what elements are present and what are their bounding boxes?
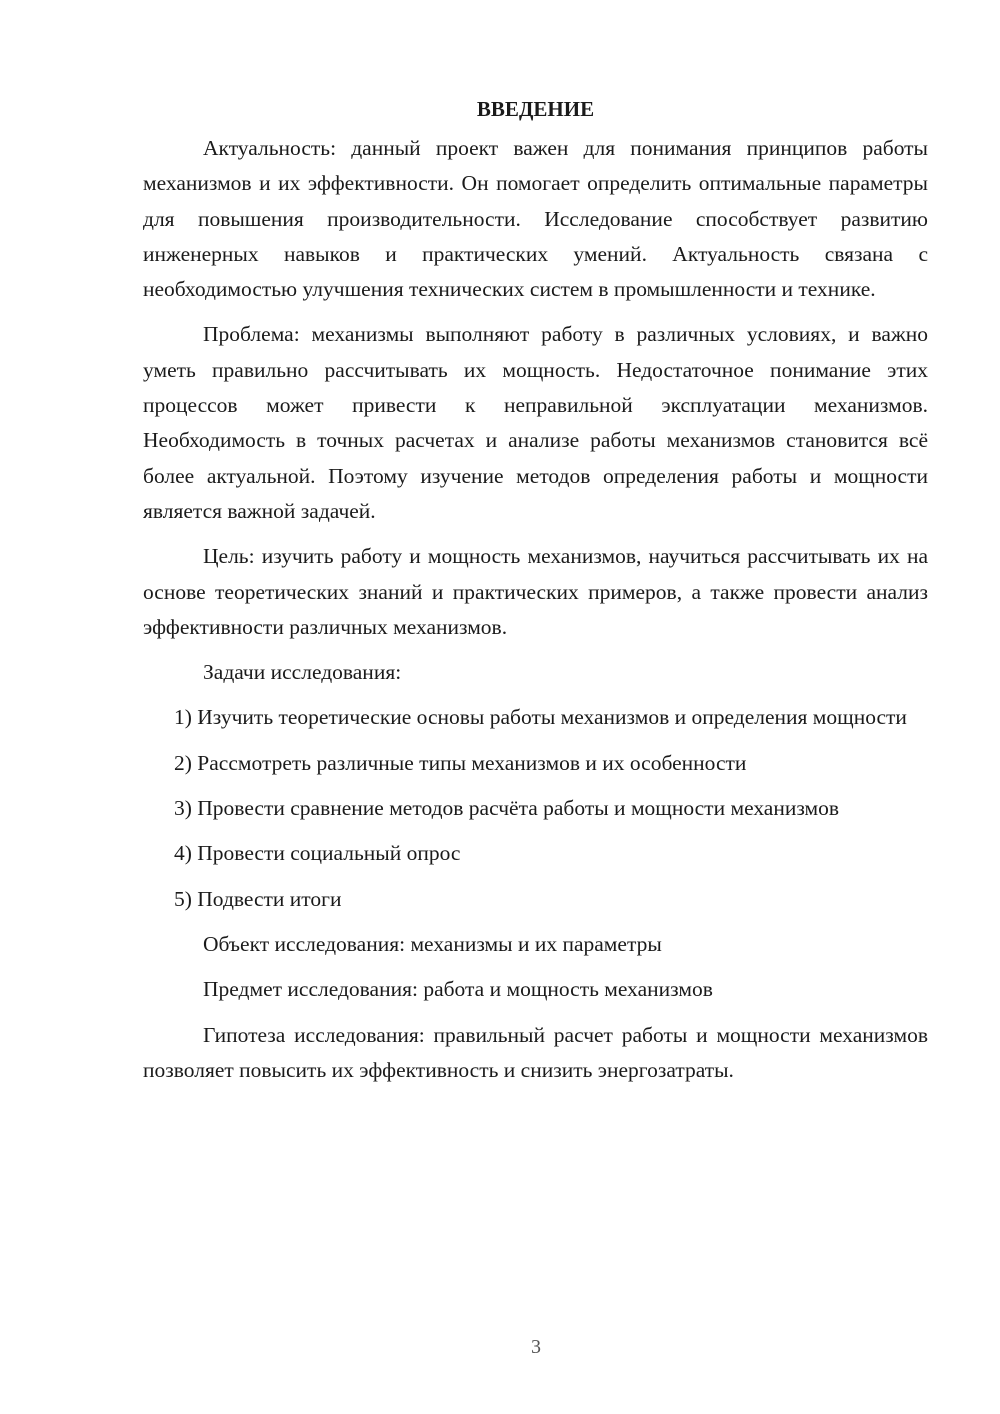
problem-paragraph: Проблема: механизмы выполняют работу в различных условиях, и важно уметь правильно рассчитывать их мощность. Недостаточное понимание этих процессов может привести к неправильной эксплуатации механизмов. Необходимость в точных расчетах и анализе работы механизмов становится всё более актуальной. Поэтому изучение методов определения работы и мощности является важной задачей.	[143, 322, 928, 523]
task-item: 1) Изучить теоретические основы работы механизмов и определения мощности	[174, 705, 907, 730]
page-title: ВВЕДЕНИЕ	[476, 97, 595, 121]
task-item: 5) Подвести итоги	[174, 886, 342, 911]
object-paragraph: Объект исследования: механизмы и их параметры	[203, 931, 662, 956]
subject-paragraph: Предмет исследования: работа и мощность механизмов	[203, 977, 713, 1002]
page-number: 3	[531, 1336, 541, 1358]
task-item: 3) Провести сравнение методов расчёта работы и мощности механизмов	[174, 796, 840, 821]
hypothesis-paragraph: Гипотеза исследования: правильный расчет работы и мощности механизмов позволяет повысить их эффективность и снизить энергозатраты.	[143, 1022, 928, 1082]
relevance-paragraph: Актуальность: данный проект важен для понимания принципов работы механизмов и их эффективности. Он помогает определить оптимальные параметры для повышения производительности. Исследование способствует развитию инженерных навыков и практических умений. Актуальность связана с необходимостью улучшения технических систем в промышленности и технике.	[143, 136, 928, 302]
document-page	[143, 92, 928, 1098]
goal-paragraph: Цель: изучить работу и мощность механизмов, научиться рассчитывать их на основе теоретических знаний и практических примеров, а также провести анализ эффективности различных механизмов.	[143, 544, 928, 639]
task-item: 4) Провести социальный опрос	[174, 841, 461, 866]
task-item: 2) Рассмотреть различные типы механизмов и их особенности	[174, 750, 747, 775]
tasks-heading: Задачи исследования:	[203, 660, 402, 685]
